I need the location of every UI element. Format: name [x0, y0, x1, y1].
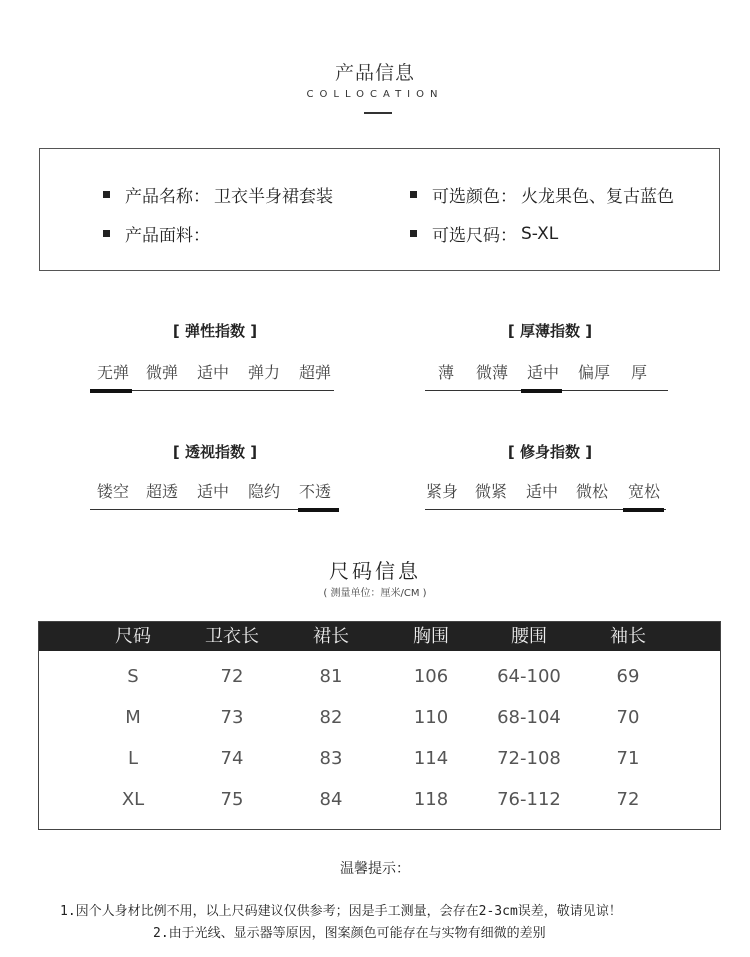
size-table-header-cell: 胸围 [413, 626, 449, 647]
size-unit-note: ( 测量单位：厘米/CM ) [323, 588, 427, 599]
index-option: 微松 [575, 482, 608, 501]
index-option: 偏厚 [577, 363, 610, 382]
size-table-header-cell: 卫衣长 [205, 626, 259, 647]
page-title: 产品信息 [334, 62, 415, 84]
size-table [38, 621, 721, 830]
index-option: 厚 [630, 363, 647, 382]
table-cell: 68-104 [497, 707, 561, 728]
index-selected-marker [521, 389, 562, 393]
product-fabric-label: 产品面料： [125, 226, 210, 246]
tip-line-1: 1.因个人身材比例不用，以上尺码建议仅供参考；因是手工测量，会存在2-3cm误差，敬请见谅！ [60, 904, 622, 919]
index-option: 适中 [196, 482, 229, 501]
page-subtitle: COLLOCATION [306, 89, 444, 100]
index-option: 弹力 [247, 363, 280, 382]
bullet-icon [103, 230, 110, 237]
index-option: 紧身 [425, 482, 458, 501]
index-option: 宽松 [627, 482, 660, 501]
table-cell: 106 [413, 666, 449, 687]
index-option: 超弹 [298, 363, 331, 382]
product-fabric-item [103, 221, 214, 246]
table-cell: 76-112 [497, 789, 561, 810]
table-cell: 83 [319, 748, 343, 769]
size-table-header-cell: 袖长 [610, 626, 646, 647]
product-info-box [39, 148, 720, 271]
size-table-header-cell: 裙长 [313, 626, 349, 647]
index-elasticity [90, 320, 340, 383]
product-size-value: S-XL [521, 223, 559, 244]
bullet-icon [410, 191, 417, 198]
size-table-header [39, 622, 720, 651]
table-cell: 64-100 [497, 666, 561, 687]
index-option: 超透 [145, 482, 178, 501]
table-cell: L [127, 748, 139, 769]
index-selected-marker [298, 508, 339, 512]
table-cell: M [125, 707, 141, 728]
table-cell: 73 [220, 707, 244, 728]
index-option: 无弹 [96, 363, 129, 382]
bullet-icon [103, 191, 110, 198]
table-row [39, 748, 720, 772]
product-color-value: 火龙果色、复古蓝色 [521, 187, 674, 207]
bullet-icon [410, 230, 417, 237]
index-transparency [90, 441, 340, 502]
table-cell: 69 [616, 666, 640, 687]
size-table-header-cell: 腰围 [511, 626, 547, 647]
index-option: 微紧 [474, 482, 507, 501]
index-selected-marker [623, 508, 664, 512]
title-divider [364, 112, 392, 114]
table-cell: 84 [319, 789, 343, 810]
table-cell: 82 [319, 707, 343, 728]
table-cell: XL [121, 789, 145, 810]
index-option: 微薄 [475, 363, 508, 382]
table-cell: 74 [220, 748, 244, 769]
tips-title: 温馨提示： [340, 861, 410, 877]
index-option: 适中 [526, 363, 559, 382]
size-info-title: 尺码信息 [329, 559, 421, 583]
index-title: [ 弹性指数 ] [172, 322, 258, 340]
index-selected-marker [90, 389, 132, 393]
index-title: [ 厚薄指数 ] [507, 322, 593, 340]
product-name-value: 卫衣半身裙套装 [214, 187, 333, 207]
index-option: 微弹 [145, 363, 178, 382]
index-thickness [425, 320, 675, 383]
table-cell: 81 [319, 666, 343, 687]
table-cell: 114 [413, 748, 449, 769]
product-size-label: 可选尺码： [432, 226, 517, 246]
table-cell: 75 [220, 789, 244, 810]
tip-line-2: 2.由于光线、显示器等原因，图案颜色可能存在与实物有细微的差别 [153, 926, 546, 941]
table-row [39, 707, 720, 731]
table-cell: 71 [616, 748, 640, 769]
table-cell: S [127, 666, 139, 687]
index-option: 不透 [298, 482, 331, 501]
product-color-label: 可选颜色： [432, 187, 517, 207]
table-row [39, 789, 720, 813]
product-color-item [410, 182, 674, 207]
table-cell: 118 [413, 789, 449, 810]
table-cell: 72 [220, 666, 244, 687]
product-name-label: 产品名称： [125, 187, 210, 207]
table-cell: 110 [413, 707, 449, 728]
size-table-header-cell: 尺码 [115, 626, 151, 647]
product-size-item [410, 221, 558, 246]
index-title: [ 修身指数 ] [507, 443, 593, 461]
index-option: 适中 [196, 363, 229, 382]
table-row [39, 666, 720, 690]
product-name-item [103, 182, 333, 207]
index-option: 镂空 [96, 482, 129, 501]
index-option: 适中 [525, 482, 558, 501]
index-title: [ 透视指数 ] [172, 443, 258, 461]
table-cell: 72 [616, 789, 640, 810]
index-fit [425, 441, 675, 502]
table-cell: 72-108 [497, 748, 561, 769]
table-cell: 70 [616, 707, 640, 728]
index-option: 薄 [437, 363, 454, 382]
index-option: 隐约 [247, 482, 280, 501]
